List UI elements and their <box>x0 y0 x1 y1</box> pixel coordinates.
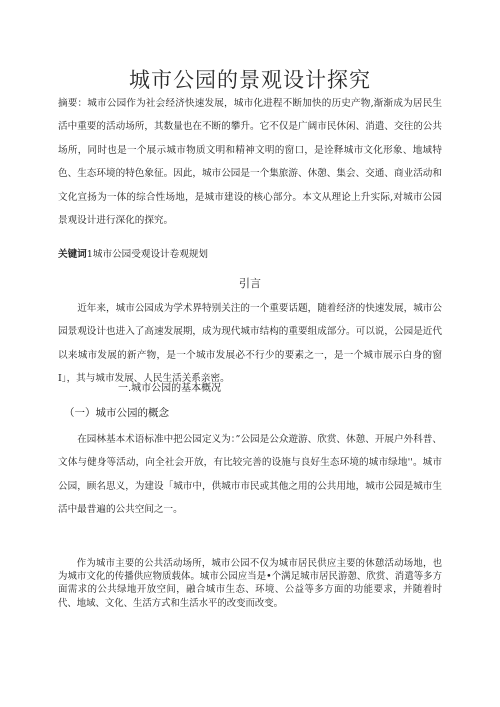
subsection-heading: （一）城市公园的概念 <box>64 407 169 419</box>
concept-paragraph: 在园林基本术语标准中把公园定义为：”公园是公众遊游、欣赏、休憩、开展户外科普、文体与健身等活动，向全社会开放，有比较完善的设施与良好生态环境的城市绿地''。城市公园，顾名思义，为建设「城市中，供城市市民或其他之用的公共用地，城市公园是城市生活中最普遍的公共空间之一。 <box>58 434 442 516</box>
document-title: 城市公园的景观设计探究 <box>129 68 371 92</box>
intro-heading: 引言 <box>239 277 261 290</box>
intro-paragraph: 近年来，城市公园成为学术界特别关注的一个重要话题，随着经济的快速发展，城市公园景观设计也进入了高速发展期，成为现代城市结构的重要组成部分。可以说，公园是近代以来城市发展的新产物，是一个城市发展必不行少的要素之一，是一个城市展示白身的窗I」，其与城市发展、人民生活关系亲密。 <box>58 303 442 385</box>
keywords-text: 1城市公园受观设计卷观规划 <box>86 249 209 260</box>
keywords-label: 关键词 <box>58 249 87 260</box>
keywords-line <box>58 248 208 262</box>
dense-paragraph: 作为城市主要的公共活动场所，城市公园不仅为城市居民供应主要的休憩活动场地，也为城市文化的传播供应物质载体。城市公园应当是•个满足城市居民游憩、欣赏、消遣等多方面需求的公共绿地开放空间，融合城市生态、环境、公益等多方面的功能要求，并随着时代、地域、文化、生活方式和生活水平的改变而改变。 <box>58 558 442 609</box>
abstract-paragraph: 摘要：城市公园作为社会经济快速发展，城市化进程不断加快的历史产物,渐渐成为居民生活中重要的活动场所，其数量也在不断的攀升。它不仅是广阔市民休闲、消遣、交往的公共场所，同时也是一个展示城市物质文明和精神文明的窗口，是诠释城市文化形象、地域特色、生态环境的特色象征。因此，城市公园是一个集旅游、休憩、集会、交通、商业活动和文化宣扬为一体的综合性场地，是城市建设的核心部分。本文从理论上升实际,对城市公园景观设计进行深化的探究。 <box>58 98 442 227</box>
section-heading: 一.城市公园的基本概况 <box>118 383 222 394</box>
